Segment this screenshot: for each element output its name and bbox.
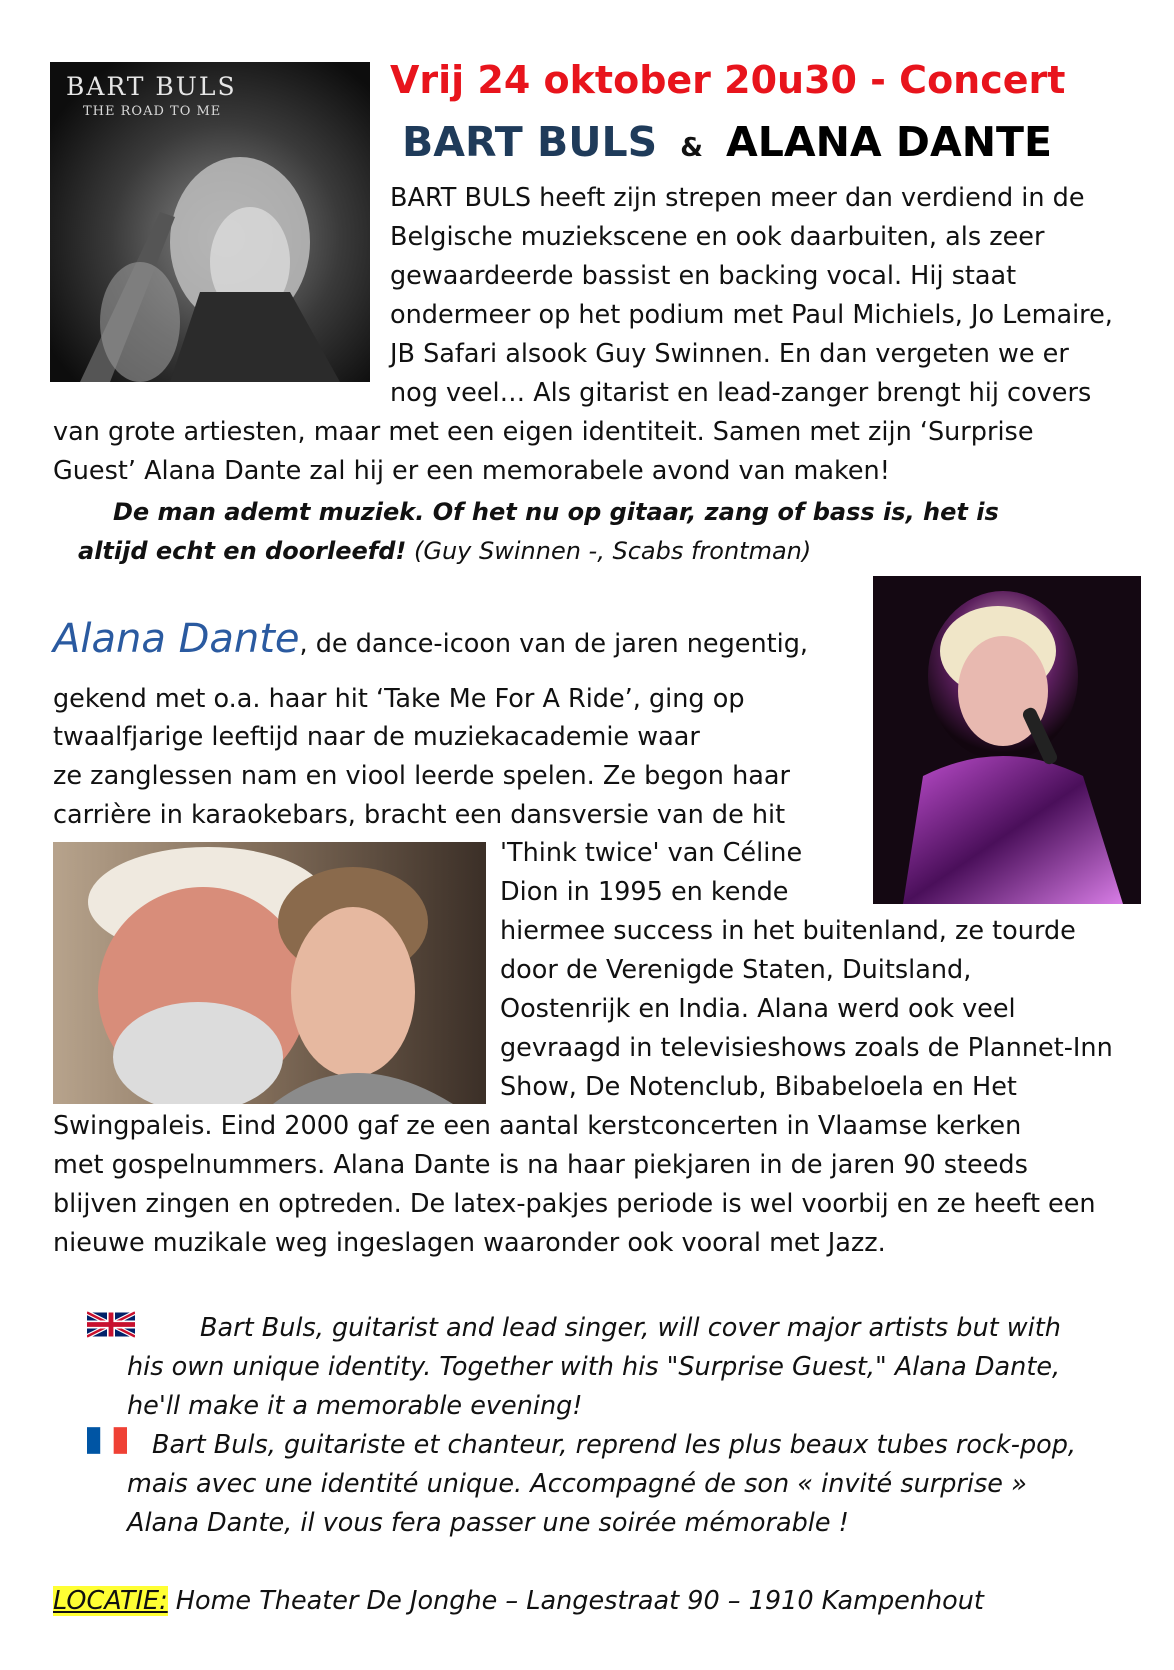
- headliner-ampersand: &: [680, 133, 703, 163]
- french-line: Bart Buls, guitariste et chanteur, reprend les plus beaux tubes rock-pop,: [152, 1430, 1077, 1460]
- bart-line: ondermeer op het podium met Paul Michiels, Jo Lemaire,: [390, 300, 1113, 330]
- france-flag-icon: [87, 1427, 127, 1454]
- alana-line: Oostenrijk en India. Alana werd ook veel: [500, 994, 1016, 1024]
- bart-line: BART BULS heeft zijn strepen meer dan verdiend in de: [390, 183, 1085, 213]
- headliner-bart: BART BULS: [402, 118, 658, 166]
- alana-line: blijven zingen en optreden. De latex-pakjes periode is wel voorbij en ze heeft een: [53, 1189, 1096, 1219]
- alana-line: gevraagd in televisieshows zoals de Plannet-Inn: [500, 1033, 1113, 1063]
- location-address: Home Theater De Jonghe – Langestraat 90 – 1910 Kampenhout: [167, 1586, 984, 1616]
- alana-line: gekend met o.a. haar hit ‘Take Me For A Ride’, ging op: [53, 684, 745, 714]
- bart-line: nog veel… Als gitarist en lead-zanger brengt hij covers: [390, 378, 1092, 408]
- bart-line: Guest’ Alana Dante zal hij er een memorabele avond van maken!: [53, 456, 890, 486]
- alana-line: ze zanglessen nam en viool leerde spelen. Ze begon haar: [53, 761, 790, 791]
- english-line: he'll make it a memorable evening!: [127, 1391, 583, 1421]
- alana-line: Dion in 1995 en kende: [500, 877, 789, 907]
- duo-photo-image: [53, 842, 486, 1104]
- alana-line: carrière in karaokebars, bracht een dansversie van de hit: [53, 800, 786, 830]
- location-label: LOCATIE:: [53, 1586, 168, 1616]
- english-line: his own unique identity. Together with his "Surprise Guest," Alana Dante,: [127, 1352, 1061, 1382]
- alana-line: met gospelnummers. Alana Dante is na haar piekjaren in de jaren 90 steeds: [53, 1150, 1028, 1180]
- bart-line: van grote artiesten, maar met een eigen identiteit. Samen met zijn ‘Surprise: [53, 417, 1034, 447]
- alana-line: Swingpaleis. Eind 2000 gaf ze een aantal kerstconcerten in Vlaamse kerken: [53, 1111, 1022, 1141]
- bart-line: gewaardeerde bassist en backing vocal. Hij staat: [390, 261, 1017, 291]
- alana-first-line: [53, 616, 808, 663]
- alana-line: Show, De Notenclub, Bibabeloela en Het: [500, 1072, 1017, 1102]
- french-line: Alana Dante, il vous fera passer une soirée mémorable !: [127, 1508, 849, 1538]
- album-cover: [50, 62, 370, 382]
- english-line: Bart Buls, guitarist and lead singer, will cover major artists but with: [200, 1313, 1061, 1343]
- location-line: [53, 1582, 984, 1620]
- quote-line-2: [78, 532, 811, 570]
- event-date-title: Vrij 24 oktober 20u30 - Concert: [390, 58, 1066, 102]
- alana-portrait-photo: [873, 576, 1141, 904]
- quote-line-1: De man ademt muziek. Of het nu op gitaar, zang of bass is, het is: [113, 498, 999, 526]
- uk-flag-icon: [87, 1311, 135, 1338]
- headliner-alana: ALANA DANTE: [726, 118, 1052, 166]
- quote-bold: altijd echt en doorleefd!: [78, 537, 407, 565]
- alana-line: door de Verenigde Staten, Duitsland,: [500, 955, 972, 985]
- alana-line: hiermee success in het buitenland, ze tourde: [500, 916, 1076, 946]
- headliner-line: [402, 118, 1052, 166]
- alana-line: , de dance-icoon van de jaren negentig,: [299, 629, 808, 659]
- bart-line: Belgische muziekscene en ook daarbuiten, als zeer: [390, 222, 1045, 252]
- alana-line: twaalfjarige leeftijd naar de muziekacademie waar: [53, 722, 700, 752]
- alana-name: Alana Dante: [53, 616, 300, 662]
- album-title: THE ROAD TO ME: [83, 104, 222, 119]
- bart-line: JB Safari alsook Guy Swinnen. En dan vergeten we er: [390, 339, 1069, 369]
- alana-portrait: [873, 576, 1141, 904]
- french-line: mais avec une identité unique. Accompagné de son « invité surprise »: [127, 1469, 1027, 1499]
- duo-photo: [53, 842, 486, 1104]
- quote-attribution: (Guy Swinnen -, Scabs frontman): [406, 537, 812, 565]
- alana-line: 'Think twice' van Céline: [500, 838, 803, 868]
- alana-line: nieuwe muzikale weg ingeslagen waaronder ook vooral met Jazz.: [53, 1228, 886, 1258]
- album-artist: BART BULS: [66, 72, 237, 101]
